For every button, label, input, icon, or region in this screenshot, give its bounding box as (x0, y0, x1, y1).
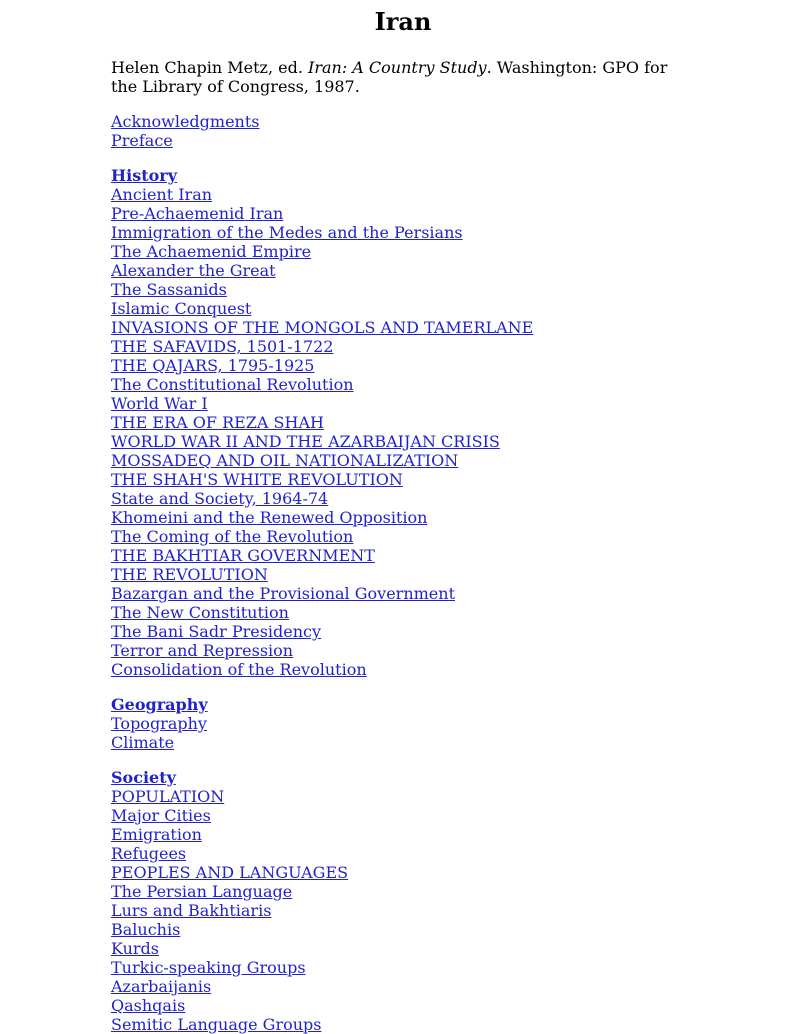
toc-link[interactable]: THE SHAH'S WHITE REVOLUTION (111, 470, 403, 489)
toc-link[interactable]: INVASIONS OF THE MONGOLS AND TAMERLANE (111, 318, 534, 337)
toc-link[interactable]: Qashqais (111, 996, 186, 1015)
toc-link[interactable]: The Persian Language (111, 882, 293, 901)
toc-link[interactable]: Immigration of the Medes and the Persians (111, 223, 463, 242)
toc-link[interactable]: World War I (111, 394, 208, 413)
society-links (111, 787, 691, 1034)
toc-link[interactable]: The Constitutional Revolution (111, 375, 354, 394)
geography-links (111, 714, 691, 752)
link-acknowledgments[interactable]: Acknowledgments (111, 112, 260, 131)
toc-link[interactable]: Terror and Repression (111, 641, 294, 660)
toc-link[interactable]: WORLD WAR II AND THE AZARBAIJAN CRISIS (111, 432, 500, 451)
citation (111, 58, 691, 96)
citation-book-title: Iran: A Country Study (308, 58, 487, 77)
toc-link[interactable]: THE BAKHTIAR GOVERNMENT (111, 546, 375, 565)
toc-link[interactable]: Khomeini and the Renewed Opposition (111, 508, 428, 527)
toc-link[interactable]: Baluchis (111, 920, 181, 939)
toc-link[interactable]: Ancient Iran (111, 185, 213, 204)
toc-link[interactable]: Refugees (111, 844, 187, 863)
main-content (111, 58, 691, 1034)
front-matter-links (111, 112, 691, 150)
toc-link[interactable]: Bazargan and the Provisional Government (111, 584, 456, 603)
toc-link[interactable]: Pre-Achaemenid Iran (111, 204, 284, 223)
link-preface[interactable]: Preface (111, 131, 173, 150)
toc-link[interactable]: POPULATION (111, 787, 225, 806)
toc-link[interactable]: The New Constitution (111, 603, 289, 622)
page-title: Iran (374, 7, 432, 36)
toc-link[interactable]: Emigration (111, 825, 202, 844)
toc-link[interactable]: MOSSADEQ AND OIL NATIONALIZATION (111, 451, 459, 470)
history-links (111, 185, 691, 679)
toc-link[interactable]: Kurds (111, 939, 160, 958)
toc-link[interactable]: The Bani Sadr Presidency (111, 622, 322, 641)
toc-link[interactable]: THE REVOLUTION (111, 565, 268, 584)
history-section (111, 166, 691, 679)
toc-link[interactable]: THE ERA OF REZA SHAH (111, 413, 324, 432)
toc-link[interactable]: THE QAJARS, 1795-1925 (111, 356, 315, 375)
toc-link[interactable]: Azarbaijanis (111, 977, 212, 996)
geography-section (111, 695, 691, 752)
toc-link[interactable]: Climate (111, 733, 175, 752)
toc-link[interactable]: Alexander the Great (111, 261, 276, 280)
citation-publisher: . Washington: GPO for the Library of Congress, 1987. (111, 58, 668, 96)
toc-link[interactable]: THE SAFAVIDS, 1501-1722 (111, 337, 334, 356)
toc-link[interactable]: PEOPLES AND LANGUAGES (111, 863, 349, 882)
toc-link[interactable]: Lurs and Bakhtiaris (111, 901, 272, 920)
toc-link[interactable]: Topography (111, 714, 207, 733)
toc-link[interactable]: Islamic Conquest (111, 299, 252, 318)
toc-link[interactable]: Semitic Language Groups (111, 1015, 322, 1034)
toc-link[interactable]: Major Cities (111, 806, 211, 825)
geography-heading-link[interactable]: Geography (111, 695, 208, 714)
toc-link[interactable]: The Coming of the Revolution (111, 527, 354, 546)
toc-link[interactable]: The Achaemenid Empire (111, 242, 312, 261)
toc-link[interactable]: Turkic-speaking Groups (111, 958, 306, 977)
toc-link[interactable]: The Sassanids (111, 280, 227, 299)
history-heading-link[interactable]: History (111, 166, 177, 185)
toc-link[interactable]: State and Society, 1964-74 (111, 489, 329, 508)
society-section (111, 768, 691, 1034)
toc-link[interactable]: Consolidation of the Revolution (111, 660, 367, 679)
citation-author: Helen Chapin Metz, ed. (111, 58, 308, 77)
society-heading-link[interactable]: Society (111, 768, 176, 787)
